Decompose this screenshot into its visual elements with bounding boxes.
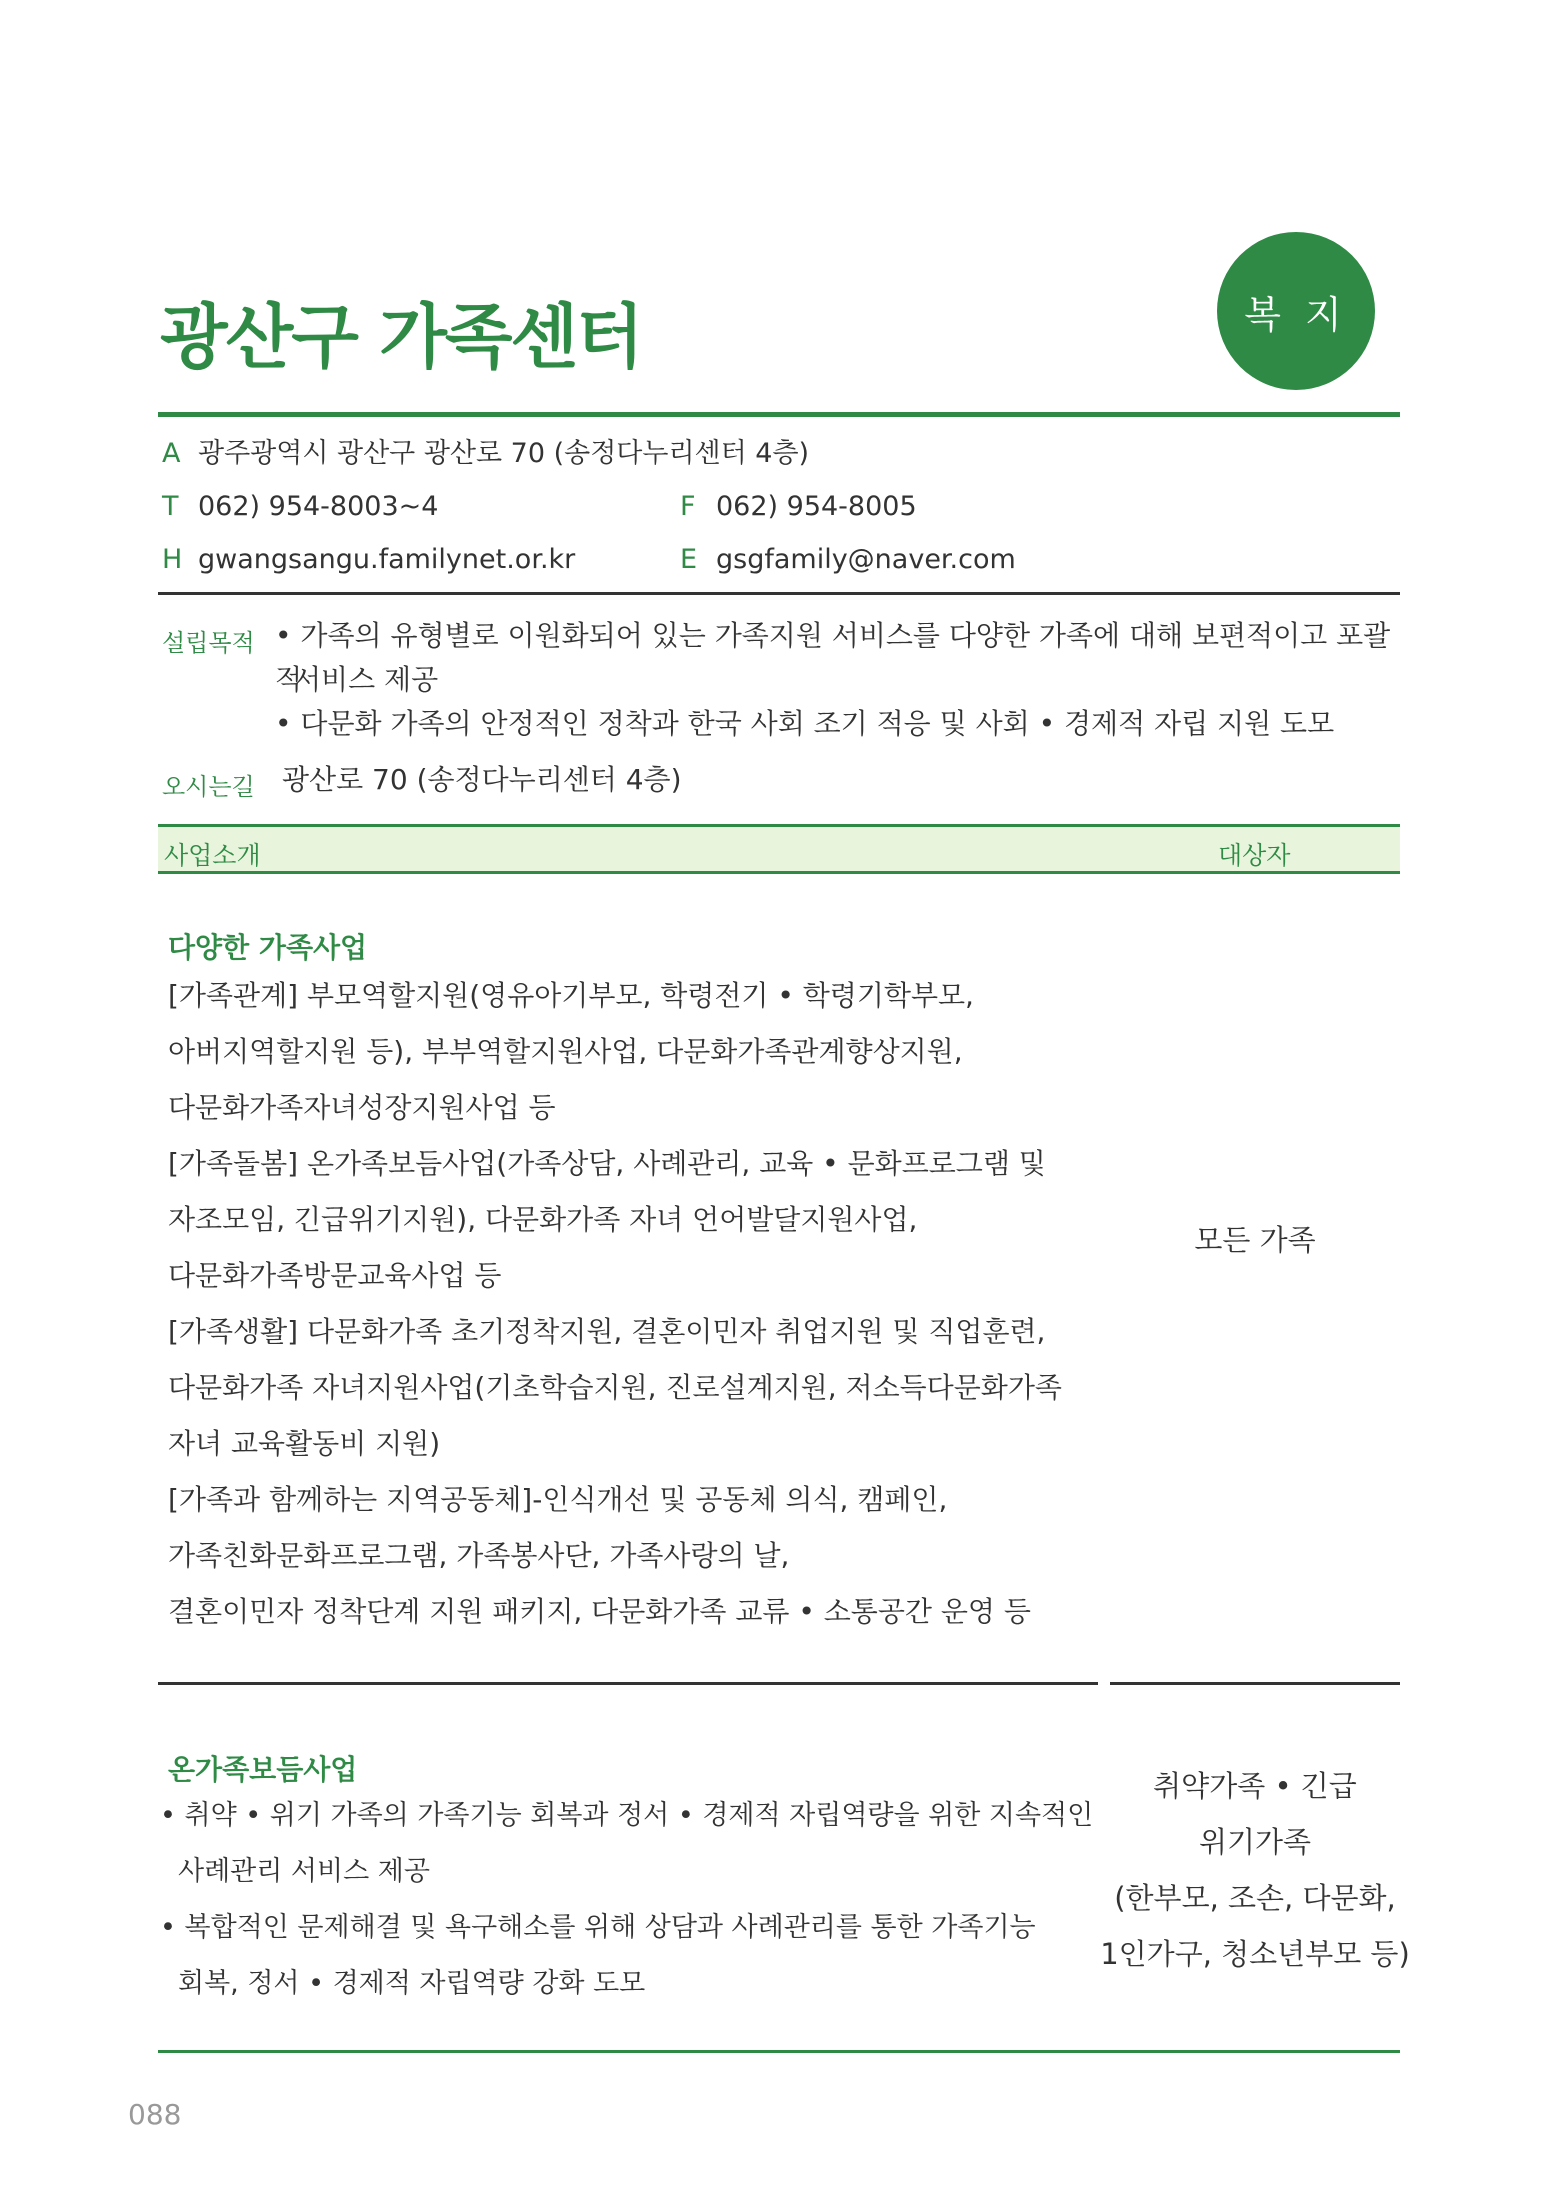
title-divider	[158, 412, 1400, 417]
address-key: A	[162, 438, 181, 469]
directions-text: 광산로 70 (송정다누리센터 4층)	[282, 763, 682, 796]
row-1-line: 다문화가족자녀성장지원사업 등	[168, 1091, 556, 1124]
row-2-target-line: 위기가족	[1198, 1825, 1312, 1859]
row-1-description	[168, 968, 1108, 1640]
row-1-line: 다문화가족 자녀지원사업(기초학습지원, 진로설계지원, 저소득다문화가족	[168, 1371, 1062, 1404]
row-separator-right	[1110, 1682, 1400, 1685]
row-separator-left	[158, 1682, 1098, 1685]
row-1-title: 다양한 가족사업	[168, 931, 368, 964]
row-1-line: [가족생활] 다문화가족 초기정착지원, 결혼이민자 취업지원 및 직업훈련,	[168, 1315, 1046, 1348]
row-2-line: • 취약 • 위기 가족의 가족기능 회복과 정서 • 경제적 자립역량을 위한 지속적인	[160, 1800, 1094, 1831]
email-link[interactable]: gsgfamily@naver.com	[716, 544, 1016, 575]
row-2-target-line: (한부모, 조손, 다문화,	[1114, 1881, 1396, 1915]
row-1-line: [가족과 함께하는 지역공동체]-인식개선 및 공동체 의식, 캠페인,	[168, 1483, 948, 1516]
fax-key: F	[680, 491, 696, 522]
row-2-description	[160, 1788, 1120, 2012]
row-2-target-line: 1인가구, 청소년부모 등)	[1100, 1937, 1410, 1971]
row-2-line: • 복합적인 문제해결 및 욕구해소를 위해 상담과 사례관리를 통한 가족기능	[160, 1912, 1036, 1943]
fax-value: 062) 954-8005	[716, 491, 917, 522]
page-number: 088	[128, 2098, 182, 2131]
row-1-line: 다문화가족방문교육사업 등	[168, 1259, 502, 1292]
purpose-item-2: • 다문화 가족의 안정적인 정착과 한국 사회 조기 적응 및 사회 • 경제적 자립 지원 도모	[275, 707, 1335, 740]
row-2-title: 온가족보듬사업	[168, 1753, 358, 1786]
row-1-line: 가족친화문화프로그램, 가족봉사단, 가족사랑의 날,	[168, 1539, 790, 1572]
homepage-link[interactable]: gwangsangu.familynet.or.kr	[198, 544, 576, 575]
contact-divider	[158, 592, 1400, 595]
category-badge: 복 지	[1217, 232, 1375, 390]
page-title: 광산구 가족센터	[160, 296, 642, 378]
homepage-key: H	[162, 544, 183, 575]
purpose-item-1-line-2: 서비스 제공	[294, 663, 439, 696]
row-1-line: [가족관계] 부모역할지원(영유아기부모, 학령전기 • 학령기학부모,	[168, 979, 974, 1012]
row-1-line: 아버지역할지원 등), 부부역할지원사업, 다문화가족관계향상지원,	[168, 1035, 963, 1068]
fax-row	[680, 493, 917, 520]
email-row	[680, 546, 1016, 573]
email-key: E	[680, 544, 698, 575]
row-1-line: 자조모임, 긴급위기지원), 다문화가족 자녀 언어발달지원사업,	[168, 1203, 918, 1236]
row-2-target-line: 취약가족 • 긴급	[1153, 1769, 1357, 1803]
purpose-item-1-line-1: • 가족의 유형별로 이원화되어 있는 가족지원 서비스를 다양한 가족에 대해 보편적이고 포괄적	[275, 619, 1391, 696]
row-2-line: 사례관리 서비스 제공	[178, 1856, 430, 1887]
address-value: 광주광역시 광산구 광산로 70 (송정다누리센터 4층)	[198, 438, 810, 469]
header-business: 사업소개	[164, 841, 261, 870]
tel-value: 062) 954-8003~4	[198, 491, 439, 522]
directions-label: 오시는길	[162, 773, 255, 801]
purpose-label: 설립목적	[162, 629, 255, 657]
address-row	[162, 440, 809, 467]
row-2-target	[1100, 1758, 1410, 1982]
row-2-line: 회복, 정서 • 경제적 자립역량 강화 도모	[178, 1968, 646, 1999]
homepage-row	[162, 546, 575, 573]
tel-key: T	[162, 491, 179, 522]
row-1-line: 결혼이민자 정착단계 지원 패키지, 다문화가족 교류 • 소통공간 운영 등	[168, 1595, 1031, 1628]
row-1-target: 모든 가족	[1194, 1223, 1316, 1257]
row-1-line: [가족돌봄] 온가족보듬사업(가족상담, 사례관리, 교육 • 문화프로그램 및	[168, 1147, 1046, 1180]
table-header	[158, 824, 1400, 874]
header-target: 대상자	[1218, 841, 1291, 870]
table-bottom-border	[158, 2050, 1400, 2053]
tel-row	[162, 493, 438, 520]
row-1-line: 자녀 교육활동비 지원)	[168, 1427, 441, 1460]
